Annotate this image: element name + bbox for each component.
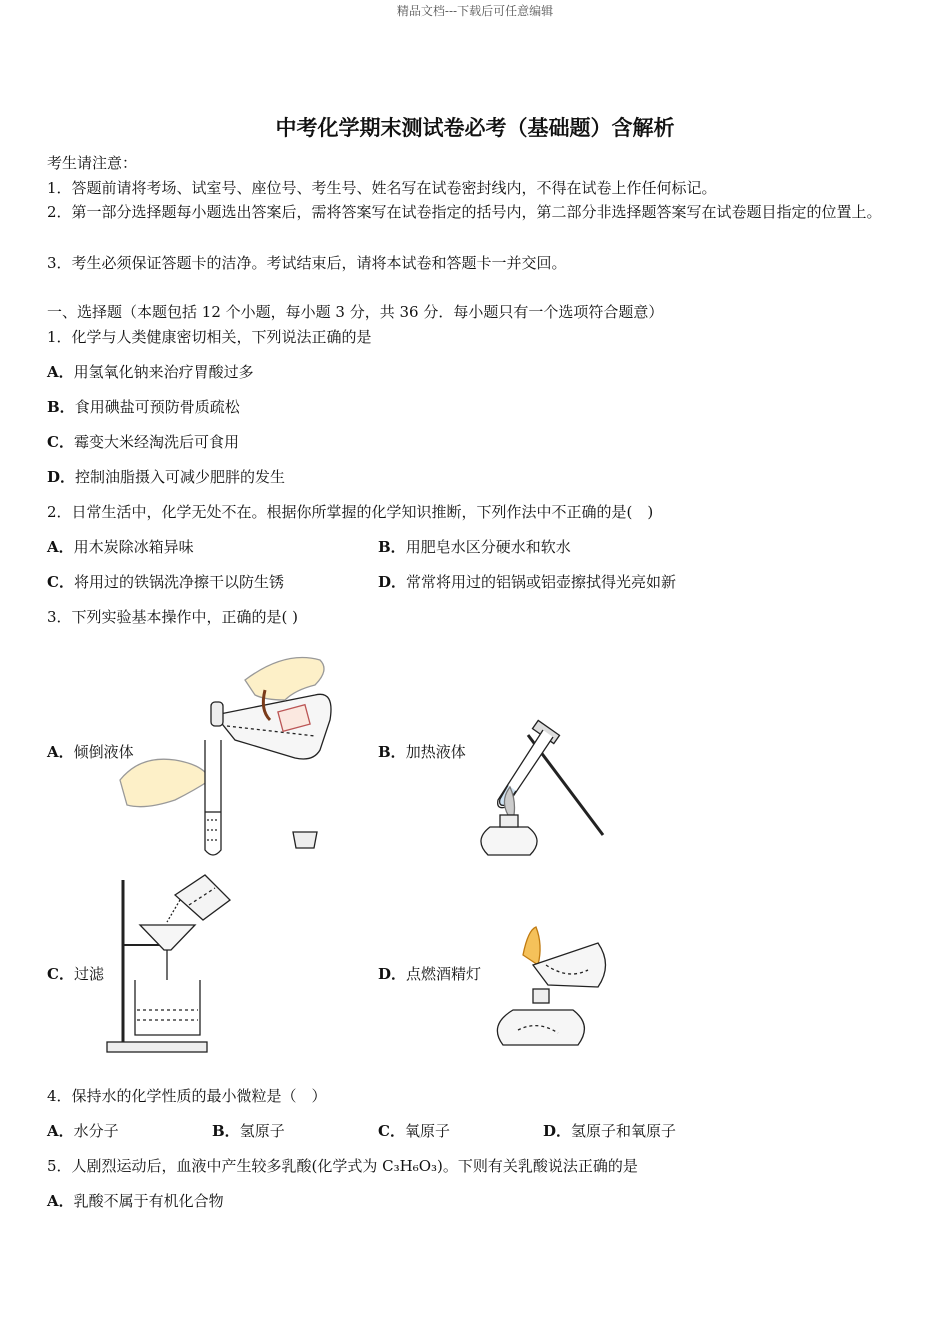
q2-option-a[interactable]: A．用木炭除冰箱异味 — [47, 538, 194, 556]
question-4-stem: 4．保持水的化学性质的最小微粒是（ ） — [47, 1087, 327, 1105]
page-title: 中考化学期末测试卷必考（基础题）含解析 — [275, 116, 675, 140]
q4-option-d[interactable]: D．氢原子和氧原子 — [543, 1122, 677, 1140]
q5-option-a[interactable]: A．乳酸不属于有机化合物 — [47, 1192, 224, 1210]
question-1-stem: 1．化学与人类健康密切相关，下列说法正确的是 — [47, 328, 372, 346]
notice-item-3: 3．考生必须保证答题卡的洁净。考试结束后，请将本试卷和答题卡一并交回。 — [47, 254, 567, 272]
notice-heading: 考生请注意： — [47, 154, 138, 172]
q4-option-a[interactable]: A．水分子 — [47, 1122, 119, 1140]
q1-option-a[interactable]: A．用氢氧化钠来治疗胃酸过多 — [47, 363, 254, 381]
question-5-stem: 5．人剧烈运动后，血液中产生较多乳酸(化学式为 C₃H₆O₃)。下则有关乳酸说法正确的是 — [47, 1157, 638, 1175]
notice-item-2: 2．第一部分选择题每小题选出答案后，需将答案写在试卷指定的括号内，第二部分非选择题答案写在试卷题目指定的位置上。 — [47, 203, 882, 221]
page-header: 精品文档---下载后可任意编辑 — [396, 4, 554, 18]
q3-option-c[interactable]: C．过滤 — [47, 965, 104, 983]
q4-option-b[interactable]: B．氢原子 — [212, 1122, 285, 1140]
question-3-stem: 3．下列实验基本操作中，正确的是( ) — [47, 608, 299, 626]
question-2-stem: 2．日常生活中，化学无处不在。根据你所掌握的化学知识推断，下列作法中不正确的是( ) — [47, 503, 654, 521]
q3-option-a[interactable]: A．倾倒液体 — [47, 743, 134, 761]
q1-option-b[interactable]: B．食用碘盐可预防骨质疏松 — [47, 398, 240, 416]
q1-option-d[interactable]: D．控制油脂摄入可减少肥胖的发生 — [47, 468, 286, 486]
heating-liquid-illustration — [468, 715, 618, 860]
q3-option-b[interactable]: B．加热液体 — [378, 743, 466, 761]
lighting-alcohol-lamp-illustration — [488, 925, 613, 1055]
q2-option-b[interactable]: B．用肥皂水区分硬水和软水 — [378, 538, 571, 556]
section-heading: 一、选择题（本题包括 12 个小题，每小题 3 分，共 36 分．每小题只有一个选项符合题意） — [47, 303, 664, 321]
q4-option-c[interactable]: C．氧原子 — [378, 1122, 450, 1140]
q3-option-d[interactable]: D．点燃酒精灯 — [378, 965, 482, 983]
pouring-liquid-illustration — [115, 640, 345, 860]
q2-option-d[interactable]: D．常常将用过的铝锅或铝壶擦拭得光亮如新 — [378, 573, 677, 591]
filtration-illustration — [105, 870, 245, 1055]
q1-option-c[interactable]: C．霉变大米经淘洗后可食用 — [47, 433, 239, 451]
q2-option-c[interactable]: C．将用过的铁锅洗净擦干以防生锈 — [47, 573, 284, 591]
notice-item-1: 1．答题前请将考场、试室号、座位号、考生号、姓名写在试卷密封线内，不得在试卷上作任何标记。 — [47, 179, 717, 197]
